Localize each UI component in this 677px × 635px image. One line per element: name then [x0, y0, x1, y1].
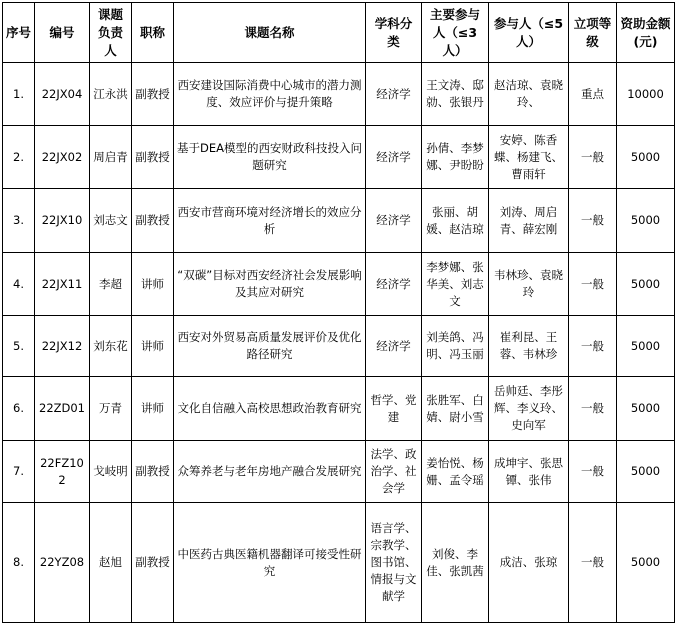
cell-leader: 刘东花: [90, 316, 132, 377]
header-row: [3, 3, 675, 63]
header-title: 课题名称: [174, 3, 366, 63]
cell-main-members: 张丽、胡媛、赵洁琼: [422, 189, 489, 253]
cell-members: 岳帅廷、李彤辉、李义玲、史向军: [489, 377, 569, 441]
cell-title: 众筹养老与老年房地产融合发展研究: [174, 441, 366, 503]
cell-level: 一般: [569, 441, 617, 503]
cell-level: 一般: [569, 377, 617, 441]
cell-seq: 7.: [3, 441, 35, 503]
header-rank: 职称: [132, 3, 174, 63]
cell-rank: 副教授: [132, 441, 174, 503]
table-row: [3, 441, 675, 503]
cell-seq: 5.: [3, 316, 35, 377]
table-row: [3, 503, 675, 623]
table-row: [3, 126, 675, 189]
cell-seq: 1.: [3, 63, 35, 126]
cell-funding: 10000: [617, 63, 675, 126]
cell-funding: 5000: [617, 503, 675, 623]
header-category: 学科分类: [366, 3, 422, 63]
header-code: 编号: [35, 3, 90, 63]
cell-leader: 赵旭: [90, 503, 132, 623]
header-members: 参与人（≤5人）: [489, 3, 569, 63]
cell-funding: 5000: [617, 189, 675, 253]
cell-level: 一般: [569, 503, 617, 623]
cell-category: 经济学: [366, 189, 422, 253]
cell-level: 一般: [569, 253, 617, 316]
cell-main-members: 王文涛、邸勍、张银丹: [422, 63, 489, 126]
cell-category: 经济学: [366, 253, 422, 316]
cell-level: 一般: [569, 316, 617, 377]
table-row: [3, 63, 675, 126]
cell-seq: 6.: [3, 377, 35, 441]
cell-funding: 5000: [617, 441, 675, 503]
cell-seq: 3.: [3, 189, 35, 253]
cell-leader: 万青: [90, 377, 132, 441]
cell-main-members: 张胜军、白婧、尉小雪: [422, 377, 489, 441]
cell-code: 22JX12: [35, 316, 90, 377]
cell-rank: 副教授: [132, 189, 174, 253]
cell-main-members: 刘美鸽、冯明、冯玉丽: [422, 316, 489, 377]
cell-code: 22JX10: [35, 189, 90, 253]
cell-code: 22ZD01: [35, 377, 90, 441]
cell-code: 22JX04: [35, 63, 90, 126]
cell-seq: 8.: [3, 503, 35, 623]
table-row: [3, 189, 675, 253]
cell-category: 经济学: [366, 316, 422, 377]
cell-level: 一般: [569, 189, 617, 253]
cell-leader: 李超: [90, 253, 132, 316]
cell-title: “双碳”目标对西安经济社会发展影响及其应对研究: [174, 253, 366, 316]
cell-members: 韦林珍、袁晓玲: [489, 253, 569, 316]
table-row: [3, 316, 675, 377]
table-row: [3, 377, 675, 441]
cell-seq: 2.: [3, 126, 35, 189]
cell-funding: 5000: [617, 253, 675, 316]
cell-rank: 副教授: [132, 126, 174, 189]
cell-main-members: 李梦娜、张华美、刘志文: [422, 253, 489, 316]
header-leader: 课题负责人: [90, 3, 132, 63]
cell-title: 西安建设国际消费中心城市的潜力测度、效应评价与提升策略: [174, 63, 366, 126]
cell-level: 一般: [569, 126, 617, 189]
cell-title: 西安对外贸易高质量发展评价及优化路径研究: [174, 316, 366, 377]
cell-code: 22JX11: [35, 253, 90, 316]
cell-title: 西安市营商环境对经济增长的效应分析: [174, 189, 366, 253]
cell-level: 重点: [569, 63, 617, 126]
cell-rank: 讲师: [132, 253, 174, 316]
cell-code: 22FZ102: [35, 441, 90, 503]
cell-members: 刘涛、周启青、薛宏刚: [489, 189, 569, 253]
cell-leader: 刘志文: [90, 189, 132, 253]
header-level: 立项等级: [569, 3, 617, 63]
cell-rank: 副教授: [132, 63, 174, 126]
cell-members: 崔利昆、王蓉、韦林珍: [489, 316, 569, 377]
cell-members: 成坤宇、张思镡、张伟: [489, 441, 569, 503]
table-body: [3, 3, 675, 623]
cell-title: 文化自信融入高校思想政治教育研究: [174, 377, 366, 441]
cell-members: 安婷、陈香蝶、杨建飞、曹雨轩: [489, 126, 569, 189]
cell-main-members: 姜怡悦、杨姗、孟令瑶: [422, 441, 489, 503]
cell-title: 基于DEA模型的西安财政科技投入问题研究: [174, 126, 366, 189]
cell-leader: 江永洪: [90, 63, 132, 126]
cell-leader: 戈岐明: [90, 441, 132, 503]
cell-code: 22YZ08: [35, 503, 90, 623]
cell-funding: 5000: [617, 126, 675, 189]
cell-members: 成洁、张琼: [489, 503, 569, 623]
cell-category: 语言学、宗教学、图书馆、情报与文献学: [366, 503, 422, 623]
cell-seq: 4.: [3, 253, 35, 316]
header-main-members: 主要参与人（≤3人）: [422, 3, 489, 63]
header-seq: 序号: [3, 3, 35, 63]
cell-leader: 周启青: [90, 126, 132, 189]
cell-rank: 讲师: [132, 377, 174, 441]
project-table: [2, 2, 675, 623]
cell-title: 中医药古典医籍机器翻译可接受性研究: [174, 503, 366, 623]
cell-code: 22JX02: [35, 126, 90, 189]
cell-main-members: 刘俊、李佳、张凯茜: [422, 503, 489, 623]
cell-category: 经济学: [366, 126, 422, 189]
cell-category: 哲学、党建: [366, 377, 422, 441]
header-funding: 资助金额(元): [617, 3, 675, 63]
table-row: [3, 253, 675, 316]
cell-rank: 讲师: [132, 316, 174, 377]
cell-category: 法学、政治学、社会学: [366, 441, 422, 503]
cell-members: 赵洁琼、袁晓玲、: [489, 63, 569, 126]
cell-funding: 5000: [617, 377, 675, 441]
cell-funding: 5000: [617, 316, 675, 377]
cell-main-members: 孙倩、李梦娜、尹盼盼: [422, 126, 489, 189]
cell-rank: 副教授: [132, 503, 174, 623]
cell-category: 经济学: [366, 63, 422, 126]
